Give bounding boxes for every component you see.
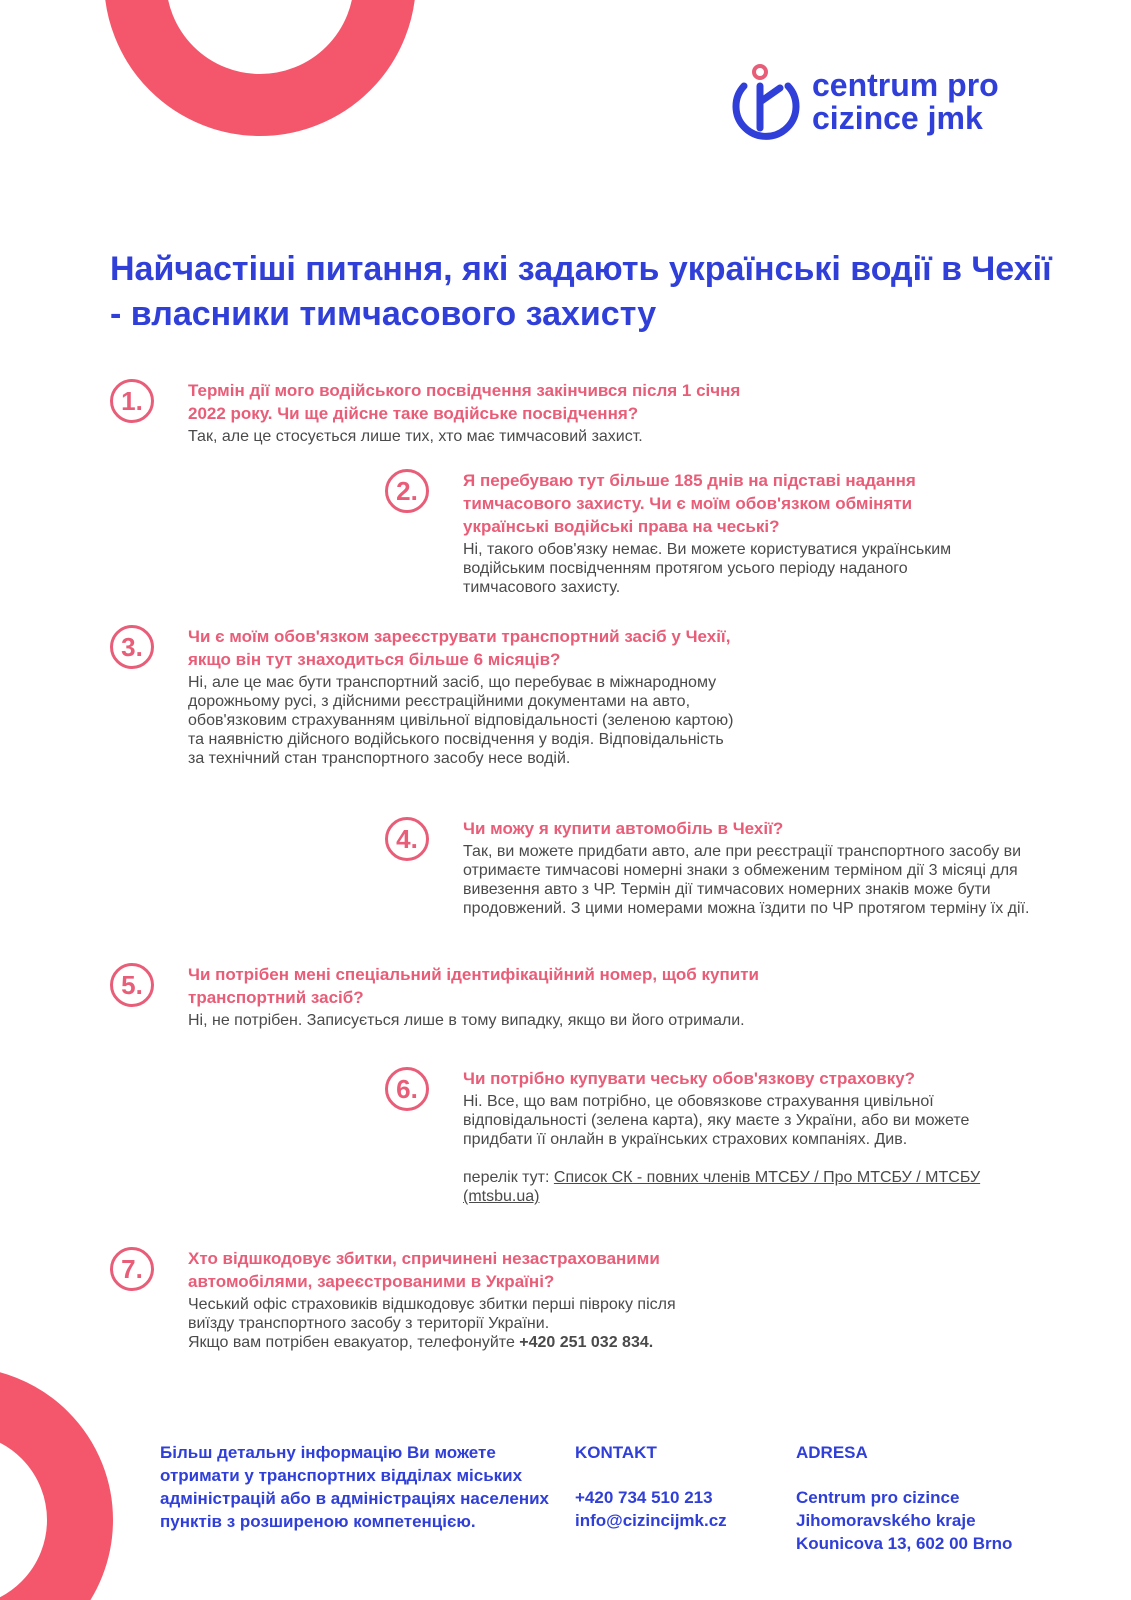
faq-number-1: 1. — [110, 379, 154, 423]
faq-number-5: 5. — [110, 963, 154, 1007]
footer-info — [160, 1441, 550, 1533]
faq-item-2 — [385, 469, 1005, 597]
faq-number-4: 4. — [385, 817, 429, 861]
footer-contact — [575, 1441, 775, 1532]
faq-answer-3: Ні, але це має бути транспортний засіб, що перебуває в міжнародному дорожньому русі, з дійсними реєстраційними документами на авто, обов'язковим страхуванням цивільної відповідальності (зеленою картою) та наявністю дійсного водійського посвідчення у водія. Відповідальність за технічний стан транспортного засобу несе водій. — [188, 674, 734, 767]
mtsbu-link[interactable]: Список СК - повних членів МТСБУ / Про МТСБУ / МТСБУ (mtsbu.ua) — [463, 1169, 981, 1205]
address-line-1: Centrum pro cizince — [796, 1488, 960, 1507]
address-line-3: Kounicova 13, 602 00 Brno — [796, 1534, 1013, 1553]
faq-answer-7: Чеський офіс страховиків відшкодовує збитки перші півроку після виїзду транспортного засобу з території України. — [188, 1296, 676, 1332]
contact-phone[interactable]: +420 734 510 213 — [575, 1488, 713, 1507]
contact-heading: KONTAKT — [575, 1443, 657, 1462]
address-heading: ADRESA — [796, 1443, 868, 1462]
faq-answer-7-tow — [188, 1333, 733, 1352]
contact-email[interactable]: info@cizincijmk.cz — [575, 1511, 727, 1530]
faq-item-1 — [110, 379, 810, 446]
logo-line-1: centrum pro — [812, 67, 999, 103]
faq-number-6: 6. — [385, 1067, 429, 1111]
faq-question-5: Чи потрібен мені спеціальний ідентифікаційний номер, щоб купити транспортний засіб? — [188, 965, 759, 1007]
decorative-ring-bottom — [0, 1340, 130, 1600]
faq-answer-2: Ні, такого обов'язку немає. Ви можете користуватися українським водійським посвідченням протягом усього періоду наданого тимчасового захисту. — [463, 541, 952, 596]
tow-phone: +420 251 032 834. — [519, 1334, 654, 1351]
logo-text — [812, 69, 999, 135]
faq-item-7 — [110, 1247, 770, 1352]
footer-address — [796, 1441, 1096, 1555]
faq-question-2: Я перебуваю тут більше 185 днів на підставі надання тимчасового захисту. Чи є моїм обов'язком обміняти українські водійські права на чеські? — [463, 471, 916, 536]
faq-item-3 — [110, 625, 770, 768]
logo — [730, 62, 999, 142]
faq-reference-prefix: перелік тут: — [463, 1169, 554, 1186]
faq-number-2: 2. — [385, 469, 429, 513]
footer-info-text: Більш детальну інформацію Ви можете отримати у транспортних відділах міських адміністрацій або в адміністраціях населених пунктів з розширеною компетенцією. — [160, 1443, 549, 1531]
faq-answer-6: Ні. Все, що вам потрібно, це обовязкове страхування цивільної відповідальності (зелена карта), яку маєте з України, або ви можете придбати її онлайн в українських страхових компаніях. Див. — [463, 1093, 970, 1148]
faq-question-7: Хто відшкодовує збитки, спричинені незастрахованими автомобілями, зареєстрованими в Україні? — [188, 1249, 660, 1291]
faq-number-7: 7. — [110, 1247, 154, 1291]
faq-question-6: Чи потрібно купувати чеську обов'язкову страховку? — [463, 1069, 916, 1088]
faq-item-6 — [385, 1067, 1045, 1206]
address-line-2: Jihomoravského kraje — [796, 1511, 976, 1530]
faq-question-4: Чи можу я купити автомобіль в Чехії? — [463, 819, 784, 838]
logo-line-2: cizince jmk — [812, 100, 983, 136]
faq-question-1: Термін дії мого водійського посвідчення закінчився після 1 січня 2022 року. Чи ще дійсне таке водійське посвідчення? — [188, 381, 741, 423]
faq-reference-6 — [463, 1168, 1008, 1206]
logo-icon — [730, 62, 802, 142]
faq-answer-1: Так, але це стосується лише тих, хто має тимчасовий захист. — [188, 428, 643, 445]
faq-item-5 — [110, 963, 770, 1030]
decorative-ring-top — [100, 0, 420, 170]
faq-answer-5: Ні, не потрібен. Записується лише в тому випадку, якщо ви його отримали. — [188, 1012, 745, 1029]
page-title: Найчастіші питання, які задають українські водії в Чехії - власники тимчасового захисту — [110, 250, 1052, 333]
faq-answer-4: Так, ви можете придбати авто, але при реєстрації транспортного засобу ви отримаєте тимчасові номерні знаки з обмеженим терміном дії 3 місяці для вивезення авто з ЧР. Термін дії тимчасових номерних знаків може бути продовжений. З цими номерами можна їздити по ЧР протягом терміну їх дії. — [463, 843, 1030, 917]
faq-question-3: Чи є моїм обов'язком зареєструвати транспортний засіб у Чехії, якщо він тут знаходиться більше 6 місяців? — [188, 627, 731, 669]
faq-number-3: 3. — [110, 625, 154, 669]
tow-text: Якщо вам потрібен евакуатор, телефонуйте — [188, 1334, 520, 1351]
faq-item-4 — [385, 817, 1045, 918]
